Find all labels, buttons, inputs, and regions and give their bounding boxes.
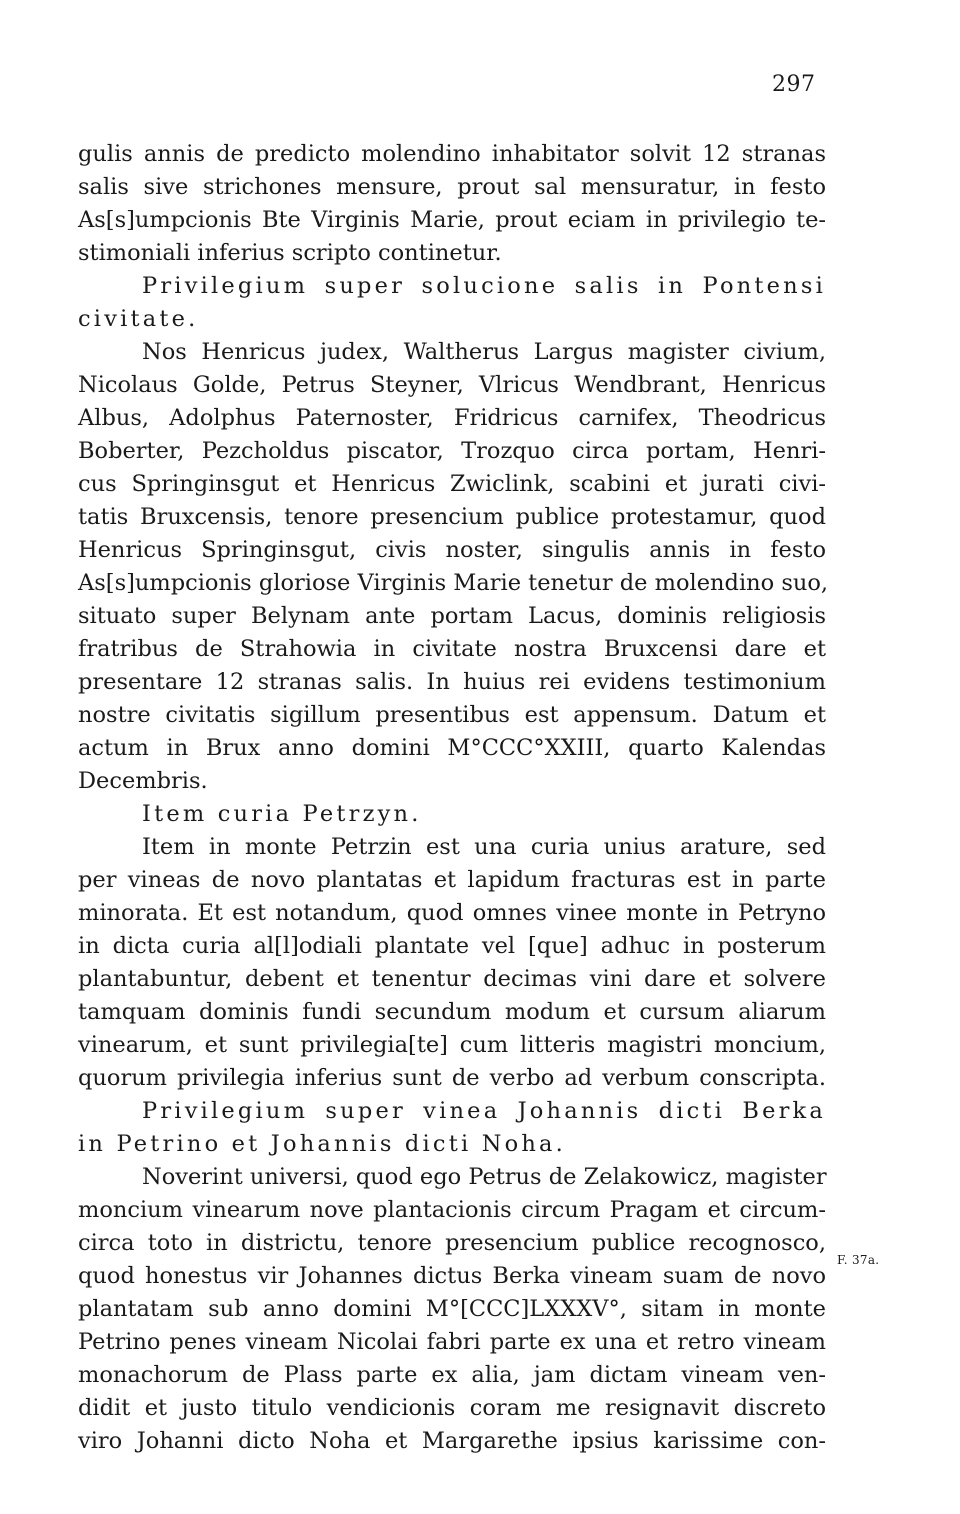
text-line: tamquam dominis fundi secundum modum et cursum aliarum (78, 999, 826, 1025)
heading-line: in Petrino et Johannis dicti Noha. (78, 1131, 567, 1157)
text-line: quorum privilegia inferius sunt de verbo ad verbum conscripta. (78, 1065, 826, 1091)
text-line: vinearum, et sunt privilegia[te] cum litteris magistri moncium, (78, 1032, 826, 1058)
text-line: As[s]umpcionis Bte Virginis Marie, prout eciam in privilegio te- (78, 207, 826, 233)
text-line: minorata. Et est notandum, quod omnes vinee monte in Petryno (78, 900, 826, 926)
heading-line: Privilegium super solucione salis in Pontensi (142, 273, 826, 299)
text-line: presentare 12 stranas salis. In huius rei evidens testimonium (78, 669, 826, 695)
text-line: per vineas de novo plantatas et lapidum fracturas est in parte (78, 867, 826, 893)
text-line: salis sive strichones mensure, prout sal mensuratur, in festo (78, 174, 826, 200)
text-line: actum in Brux anno domini M°CCC°XXIII, quarto Kalendas (78, 735, 826, 761)
heading-line: civitate. (78, 306, 199, 332)
text-line: Decembris. (78, 768, 208, 794)
text-line: tatis Bruxcensis, tenore presencium publice protestamur, quod (78, 504, 826, 530)
text-line: in dicta curia al[l]odiali plantate vel [que] adhuc in posterum (78, 933, 826, 959)
text-line: Item in monte Petrzin est una curia unius arature, sed (142, 834, 826, 860)
text-line: didit et justo titulo vendicionis coram me resignavit discreto (78, 1395, 826, 1421)
text-line: nostre civitatis sigillum presentibus est appensum. Datum et (78, 702, 826, 728)
heading-line: Privilegium super vinea Johannis dicti Berka (142, 1098, 826, 1124)
text-line: moncium vinearum nove plantacionis circum Pragam et circum- (78, 1197, 826, 1223)
text-line: As[s]umpcionis gloriose Virginis Marie tenetur de molendino suo, (78, 570, 829, 596)
text-line: Nos Henricus judex, Waltherus Largus magister civium, (142, 339, 826, 365)
text-line: Petrino penes vineam Nicolai fabri parte ex una et retro vineam (78, 1329, 826, 1355)
page-number: 297 (772, 72, 816, 97)
text-line: plantatam sub anno domini M°[CCC]LXXXV°, sitam in monte (78, 1296, 826, 1322)
heading-line: Item curia Petrzyn. (142, 801, 422, 827)
text-line: gulis annis de predicto molendino inhabitator solvit 12 stranas (78, 141, 826, 167)
text-line: Henricus Springinsgut, civis noster, singulis annis in festo (78, 537, 826, 563)
text-line: Boberter, Pezcholdus piscator, Trozquo circa portam, Henri- (78, 438, 826, 464)
text-line: Nicolaus Golde, Petrus Steyner, Vlricus Wendbrant, Henricus (78, 372, 826, 398)
text-line: plantabuntur, debent et tenentur decimas vini dare et solvere (78, 966, 826, 992)
text-line: monachorum de Plass parte ex alia, jam dictam vineam ven- (78, 1362, 826, 1388)
text-line: Albus, Adolphus Paternoster, Fridricus carnifex, Theodricus (78, 405, 826, 431)
margin-note: F. 37a. (837, 1253, 880, 1267)
text-block (78, 138, 829, 1458)
text-line: quod honestus vir Johannes dictus Berka vineam suam de novo (78, 1263, 826, 1289)
text-line: viro Johanni dicto Noha et Margarethe ipsius karissime con- (78, 1428, 826, 1454)
text-line: cus Springinsgut et Henricus Zwiclink, scabini et jurati civi- (78, 471, 826, 497)
text-line: circa toto in districtu, tenore presencium publice recognosco, (78, 1230, 826, 1256)
text-line: fratribus de Strahowia in civitate nostra Bruxcensi dare et (78, 636, 826, 662)
text-line: situato super Belynam ante portam Lacus, dominis religiosis (78, 603, 826, 629)
text-line: stimoniali inferius scripto continetur. (78, 240, 502, 266)
text-line: Noverint universi, quod ego Petrus de Zelakowicz, magister (142, 1164, 827, 1190)
